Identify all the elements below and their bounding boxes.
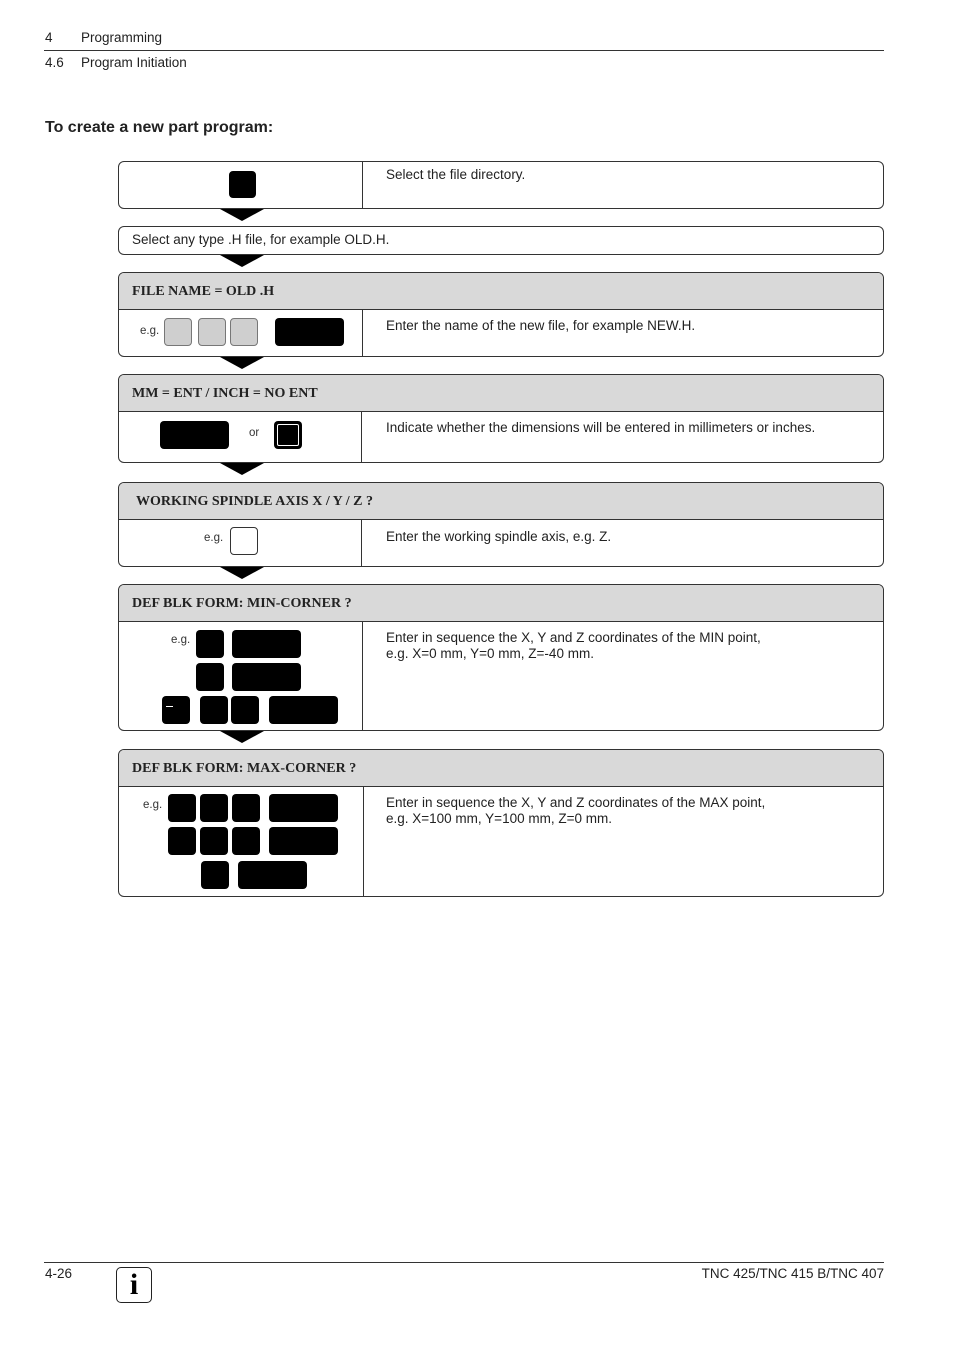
chapter-title: Programming bbox=[81, 30, 163, 45]
step-description-line2: e.g. X=0 mm, Y=0 mm, Z=-40 mm. bbox=[386, 646, 594, 661]
step-select-file bbox=[118, 226, 884, 255]
ent-key[interactable] bbox=[160, 421, 229, 449]
step-min-corner bbox=[118, 584, 884, 731]
digit-key[interactable] bbox=[231, 696, 259, 724]
flow-arrow bbox=[220, 463, 264, 475]
flow-arrow bbox=[220, 567, 264, 579]
flow-arrow bbox=[220, 209, 264, 221]
pgm-mgt-key[interactable] bbox=[229, 171, 256, 198]
dialog-prompt: FILE NAME = OLD .H bbox=[119, 273, 883, 310]
info-icon: i bbox=[116, 1267, 152, 1303]
section-title: Program Initiation bbox=[81, 55, 187, 70]
digit-key[interactable] bbox=[201, 861, 229, 889]
dialog-prompt: WORKING SPINDLE AXIS X / Y / Z ? bbox=[119, 483, 883, 520]
step-description-line1: Enter in sequence the X, Y and Z coordinates of the MIN point, bbox=[386, 630, 761, 645]
digit-key[interactable] bbox=[232, 827, 260, 855]
digit-key[interactable] bbox=[200, 794, 228, 822]
digit-key[interactable] bbox=[200, 827, 228, 855]
digit-key[interactable] bbox=[232, 794, 260, 822]
chapter-number: 4 bbox=[45, 30, 53, 45]
step-divider bbox=[362, 310, 363, 356]
step-description: Enter the name of the new file, for example NEW.H. bbox=[386, 318, 696, 333]
eg-label: e.g. bbox=[171, 634, 191, 646]
step-spindle-axis bbox=[118, 482, 884, 567]
letter-key[interactable] bbox=[164, 318, 192, 346]
dialog-prompt: DEF BLK FORM: MAX-CORNER ? bbox=[119, 750, 883, 787]
step-divider bbox=[363, 787, 364, 896]
minus-key[interactable] bbox=[162, 696, 190, 724]
digit-key[interactable] bbox=[168, 827, 196, 855]
page-title: To create a new part program: bbox=[45, 119, 274, 136]
step-divider bbox=[361, 520, 362, 566]
letter-key[interactable] bbox=[198, 318, 226, 346]
ent-key[interactable] bbox=[238, 861, 307, 889]
ent-key[interactable] bbox=[275, 318, 344, 346]
no-ent-key[interactable] bbox=[274, 421, 302, 449]
z-axis-key[interactable] bbox=[230, 527, 258, 555]
ent-key[interactable] bbox=[232, 630, 301, 658]
ent-key[interactable] bbox=[269, 794, 338, 822]
dialog-prompt: DEF BLK FORM: MIN-CORNER ? bbox=[119, 585, 883, 622]
step-description: Enter the working spindle axis, e.g. Z. bbox=[386, 529, 612, 544]
header-rule bbox=[44, 50, 884, 51]
eg-label: e.g. bbox=[140, 325, 160, 337]
step-description: Indicate whether the dimensions will be entered in millimeters or inches. bbox=[386, 420, 816, 435]
eg-label: e.g. bbox=[204, 532, 224, 544]
step-description: Select any type .H file, for example OLD.H. bbox=[132, 232, 390, 247]
digit-key[interactable] bbox=[168, 794, 196, 822]
step-max-corner bbox=[118, 749, 884, 897]
step-divider bbox=[362, 162, 363, 208]
product-name: TNC 425/TNC 415 B/TNC 407 bbox=[701, 1266, 884, 1281]
step-description-line1: Enter in sequence the X, Y and Z coordinates of the MAX point, bbox=[386, 795, 766, 810]
section-number: 4.6 bbox=[45, 55, 64, 70]
step-description: Select the file directory. bbox=[386, 167, 526, 182]
flow-arrow bbox=[220, 731, 264, 743]
flow-arrow bbox=[220, 255, 264, 267]
ent-key[interactable] bbox=[269, 827, 338, 855]
flow-arrow bbox=[220, 357, 264, 369]
dialog-prompt: MM = ENT / INCH = NO ENT bbox=[119, 375, 883, 412]
ent-key[interactable] bbox=[269, 696, 338, 724]
page-number: 4-26 bbox=[45, 1266, 73, 1281]
digit-key[interactable] bbox=[196, 630, 224, 658]
ent-key[interactable] bbox=[232, 663, 301, 691]
digit-key[interactable] bbox=[196, 663, 224, 691]
step-file-name bbox=[118, 272, 884, 357]
letter-key[interactable] bbox=[230, 318, 258, 346]
step-units bbox=[118, 374, 884, 463]
step-select-directory bbox=[118, 161, 884, 209]
eg-label: e.g. bbox=[143, 799, 163, 811]
footer-rule bbox=[44, 1262, 884, 1263]
digit-key[interactable] bbox=[200, 696, 228, 724]
or-label: or bbox=[249, 427, 260, 439]
step-description-line2: e.g. X=100 mm, Y=100 mm, Z=0 mm. bbox=[386, 811, 612, 826]
step-divider bbox=[361, 412, 362, 462]
step-divider bbox=[362, 622, 363, 730]
